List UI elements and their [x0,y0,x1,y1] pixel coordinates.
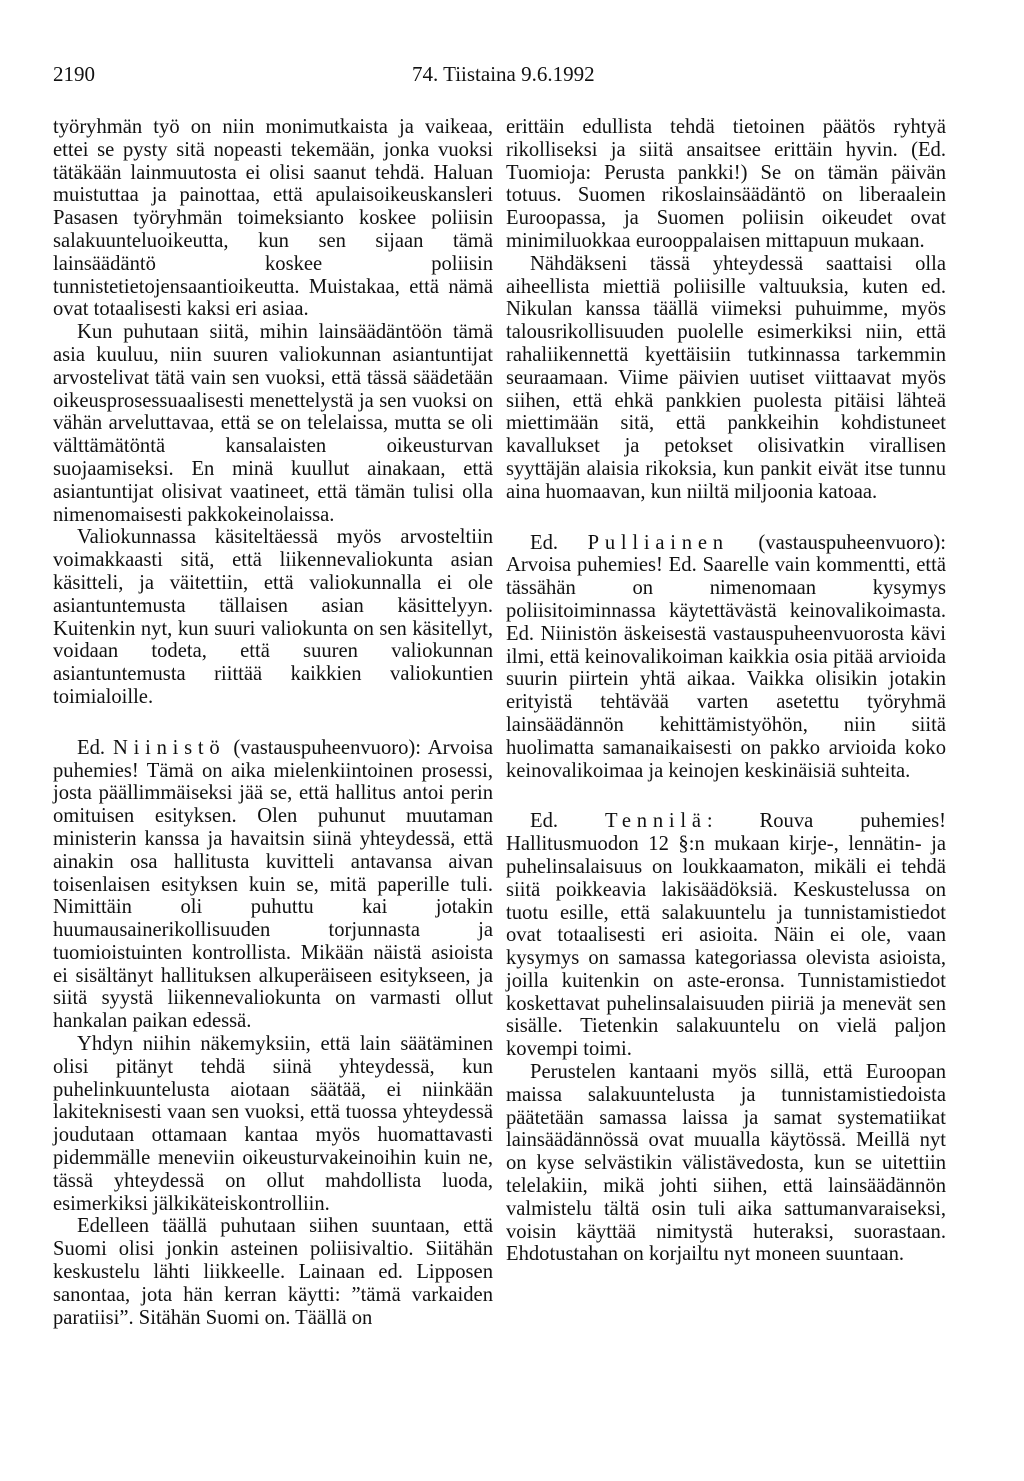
left-column [53,116,493,1329]
speech-niinisto [53,737,493,1033]
running-title: 74. Tiistaina 9.6.1992 [412,62,595,86]
speech-text: (vastauspuheenvuoro): Arvoisa puhemies! Tämä on aika mielenkiintoinen prosessi, josta päällimmäiseksi jää se, että hallitus antoi perin omituisen esityksen. Olen puhunut muutaman ministerin kanssa ja havaitsin siinä yhteydessä, että ainakin osa hallitusta kuvitteli antavansa aivan toisenlaisen esityksen kuin se, mitä paperille tuli. Nimittäin oli puhuttu kai jotakin huumausainerikollisuuden torjunnasta ja tuomioistuinten kontrollista. Mikään näistä asioista ei sisältänyt hallituksen alkuperäiseen esitykseen, ja siitä syystä liikennevaliokunta on varmasti ollut hankalan paikan edessä. [53,736,493,1033]
paragraph: Nähdäkseni tässä yhteydessä saattaisi olla aiheellista miettiä poliisille valtuuksia, kuten ed. Nikulan kanssa täällä viimeksi puhuimme, myös talousrikollisuuden puolelle esimerkiksi niin, että rahaliikennettä kyettäisiin tutkinnassa tarkemmin seuraamaan. Viime päivien uutiset viittaavat myös siihen, että ehkä pankkien puolesta pitäisi lähteä miettimään sitä, että pankkeihin kohdistuneet kavallukset ja petokset olisivatkin virallisen syyttäjän alaisia rikoksia, kun pankit eivät itse tunnu aina huomaavan, kun niiltä miljoonia katoaa. [506,252,946,503]
speech-pulliainen [506,532,946,783]
paragraph: Yhdyn niihin näkemyksiin, että lain säätäminen olisi pitänyt tehdä siinä yhteydessä, kun puhelinkuuntelusta aiotaan säätää, ei niinkään lakiteknisesti vaan sen vuoksi, että tuossa yhteydessä joudutaan ottamaan kantaa myös huomattavasti pidemmälle meneviin oikeusturvakeinoihin kuin ne, tässä yhteydessä on ollut mahdollista luoda, esimerkiksi jälkikäteiskontrolliin. [53,1033,493,1215]
paragraph: työryhmän työ on niin monimutkaista ja vaikeaa, ettei se pysty sitä nopeasti tekemään, jonka vuoksi tätäkään lainmuutosta ei olisi saanut tehdä. Haluan muistuttaa ja painottaa, että apulaisoikeuskansleri Pasasen työryhmän toimeksianto koskee poliisin salakuunteluoikeutta, kun sen sijaan tämä lainsäädäntö koskee poliisin tunnistetietojensaantioikeutta. Muistakaa, että nämä ovat totaalisesti kaksi eri asiaa. [53,116,493,321]
speaker-name: Tennilä [604,810,707,833]
speaker-prefix: Ed. [530,810,559,833]
paragraph: Valiokunnassa käsiteltäessä myös arvosteltiin voimakkaasti sitä, että liikennevaliokunta asian käsitteli, ja väitettiin, että valiokunnalla ei ole asiantuntemusta tällaisen asian käsittelyyn. Kuitenkin nyt, kun suuri valiokunta on sen käsitellyt, voidaan todeta, että suuren valiokunnan asiantuntemusta riittää kaikkien valiokuntien toimialoille. [53,526,493,708]
speaker-prefix: Ed. [77,736,106,759]
speech-text: (vastauspuheenvuoro): Arvoisa puhemies! Ed. Saarelle vain kommentti, että tässähän on nimenomaan kysymys poliisitoiminnassa käytettävästä keinovalikoimasta. Ed. Niinistön äskeisestä vastauspuheenvuorosta kävi ilmi, että keinovalikoiman kaikkia osia pitää arvioida suurin piirtein yhtä aikaa. Vaikka olisikin jotakin erityistä tehtävää varten asetettu työryhmä lainsäädännön kehittämistyöhön, niin siitä huolimatta samanaikaisesti on pakko arvioida koko keinovalikoimaa ja keinojen keskinäisiä suhteita. [506,531,946,782]
speaker-name: Pulliainen [587,531,729,554]
speech-tennila [506,810,946,1061]
speech-text: : Rouva puhemies! Hallitusmuodon 12 §:n mukaan kirje-, lennätin- ja puhelinsalaisuus on loukkaamaton, mikäli ei tehdä siitä poikkeavia lakisäädöksiä. Keskustelussa on tuotu esille, että salakuuntelu ja tunnistamistiedot ovat totaalisesti eri asioita. Näin ei ole, vaan kysymys on samassa kategoriassa olevista asioista, joilla kuitenkin on aste-eronsa. Tunnistamistiedot koskettavat puhelinsalaisuuden piiriä ja menevät sen sisälle. Tietenkin salakuuntelu on vielä paljon kovempi toimi. [506,810,946,1061]
speaker-name: Niinistö [112,736,226,759]
paragraph: Perustelen kantaani myös sillä, että Euroopan maissa salakuuntelusta ja tunnistamistiedoista päätetään samassa laissa ja samat systematiikat lainsäädännössä ovat muualla käytössä. Meillä nyt on kyse selvästikin välistävedosta, kun se uitettiin telelakiin, mikä johti siihen, että lainsäädännön valmistelu tältä osin tuli aika sattumanvaraiseksi, voisin käyttää nimitystä huteraksi, suorastaan. Ehdotustahan on korjailtu nyt moneen suuntaan. [506,1061,946,1266]
speaker-prefix: Ed. [530,531,559,554]
right-column [506,116,946,1266]
page-number: 2190 [53,62,95,86]
paragraph: erittäin edullista tehdä tietoinen päätös ryhtyä rikolliseksi ja siitä ansaitsee erittäin hyvin. (Ed. Tuomioja: Perusta pankki!) Se on tämän päivän totuus. Suomen rikoslainsäädäntö on liberaalein Euroopassa, ja Suomen poliisin oikeudet ovat minimiluokkaa eurooppalaisen mittapuun mukaan. [506,116,946,252]
paragraph: Edelleen täällä puhutaan siihen suuntaan, että Suomi olisi jonkin asteinen poliisivaltio. Siitähän keskustelu lähti liikkeelle. Lainaan ed. Lipposen sanontaa, jota hän kerran käytti: ”tämä varkaiden paratiisi”. Sitähän Suomi on. Täällä on [53,1215,493,1329]
paragraph: Kun puhutaan siitä, mihin lainsäädäntöön tämä asia kuuluu, niin suuren valiokunnan asiantuntijat arvostelivat tätä vain sen vuoksi, että tässä säädetään oikeusprosessuaalisesti menettelystä ja sen vuoksi on vähän arveluttavaa, että se on telelaissa, mutta se oli välttämätöntä kansalaisten oikeusturvan suojaamiseksi. En minä kuullut ainakaan, että asiantuntijat olisivat vaatineet, että tämän tulisi olla nimenomaisesti pakkokeinolaissa. [53,321,493,526]
